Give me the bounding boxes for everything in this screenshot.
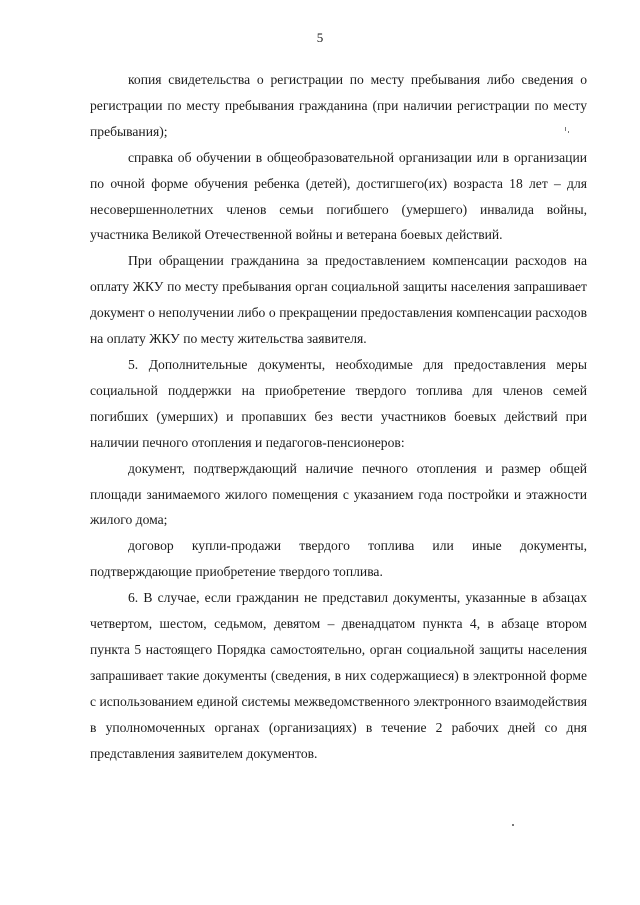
- paragraph-residence-registration: копия свидетельства о регистрации по месту пребывания либо сведения о регистрации по месту пребывания гражданина (при наличии регистрации по месту пребывания);: [90, 72, 587, 139]
- scan-speck: [568, 131, 569, 133]
- paragraph-item-6-interagency-request: 6. В случае, если гражданин не представил документы, указанные в абзацах четвертом, шестом, седьмом, девятом – двенадцатом пункта 4, в абзаце втором пункта 5 настоящего Порядка самостоятельно, орган социальной защиты населения запрашивает такие документы (сведения, в них содержащиеся) в электронной форме с использованием единой системы межведомственного электронного взаимодействия в уполномоченных органах (организациях) в течение 2 рабочих дней со дня представления заявителем документов.: [90, 590, 587, 761]
- page-number: 5: [316, 30, 324, 45]
- paragraph-item-5-solid-fuel: 5. Дополнительные документы, необходимые для предоставления меры социальной поддержки на приобретение твердого топлива для членов семей погибших (умерших) и пропавших без вести участников боевых действий при наличии печного отопления и педагогов-пенсионеров:: [90, 356, 587, 450]
- paragraph-stove-heating-document: документ, подтверждающий наличие печного отопления и размер общей площади занимаемого жилого помещения с указанием года постройки и этажности жилого дома;: [90, 460, 587, 528]
- scan-speck: [565, 127, 566, 131]
- paragraph-compensation-request: При обращении гражданина за предоставлением компенсации расходов на оплату ЖКУ по месту пребывания орган социальной защиты населения запрашивает документ о неполучении либо о прекращении предоставления компенсации расходов на оплату ЖКУ по месту жительства заявителя.: [90, 253, 587, 347]
- paragraph-fuel-purchase-contract: договор купли-продажи твердого топлива или иные документы, подтверждающие приобретение твердого топлива.: [90, 538, 587, 580]
- document-body: [90, 67, 587, 766]
- scan-speck: [512, 824, 514, 826]
- paragraph-education-certificate: справка об обучении в общеобразовательной организации или в организации по очной форме обучения ребенка (детей), достигшего(их) возраста 18 лет – для несовершеннолетних членов семьи погибшего (умершего) инвалида войны, участника Великой Отечественной войны и ветерана боевых действий.: [90, 149, 587, 243]
